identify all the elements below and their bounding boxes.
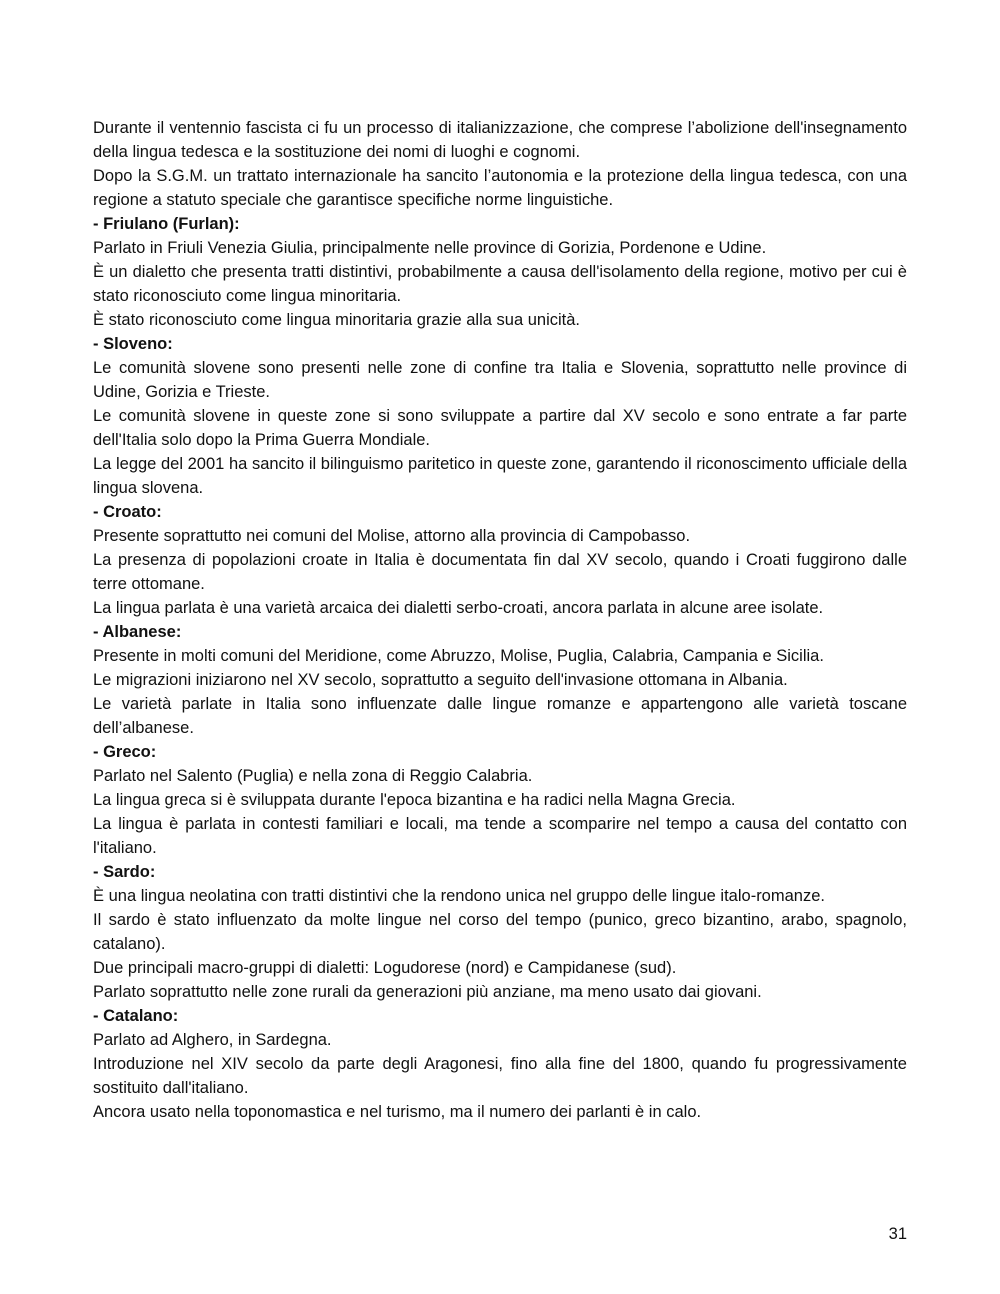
section-paragraph: Presente in molti comuni del Meridione, come Abruzzo, Molise, Puglia, Calabria, Campania e Sicilia. [93, 647, 824, 665]
section-paragraph: Le varietà parlate in Italia sono influenzate dalle lingue romanze e appartengono alle varietà toscane dell’albanese. [93, 695, 907, 737]
section-paragraph: La lingua è parlata in contesti familiari e locali, ma tende a scomparire nel tempo a causa del contatto con l'italiano. [93, 815, 907, 857]
section-paragraph: La lingua parlata è una varietà arcaica dei dialetti serbo-croati, ancora parlata in alcune aree isolate. [93, 599, 824, 617]
section-paragraph: Il sardo è stato influenzato da molte lingue nel corso del tempo (punico, greco bizantino, arabo, spagnolo, catalano). [93, 911, 907, 953]
section-paragraph: Introduzione nel XIV secolo da parte degli Aragonesi, fino alla fine del 1800, quando fu progressivamente sostituito dall'italiano. [93, 1055, 907, 1097]
section-heading-friulano: - Friulano (Furlan): [93, 215, 240, 233]
page-number: 31 [888, 1225, 907, 1243]
section-paragraph: Parlato soprattutto nelle zone rurali da generazioni più anziane, ma meno usato dai giovani. [93, 983, 762, 1001]
section-heading-sardo: - Sardo: [93, 863, 156, 881]
section-paragraph: Le comunità slovene sono presenti nelle zone di confine tra Italia e Slovenia, soprattutto nelle province di Udine, Gorizia e Trieste. [93, 359, 907, 401]
section-paragraph: La presenza di popolazioni croate in Italia è documentata fin dal XV secolo, quando i Croati fuggirono dalle terre ottomane. [93, 551, 907, 593]
section-paragraph: Presente soprattutto nei comuni del Molise, attorno alla provincia di Campobasso. [93, 527, 691, 545]
section-heading-catalano: - Catalano: [93, 1007, 179, 1025]
document-body [93, 116, 907, 1124]
section-paragraph: Ancora usato nella toponomastica e nel turismo, ma il numero dei parlanti è in calo. [93, 1103, 702, 1121]
section-paragraph: Le migrazioni iniziarono nel XV secolo, soprattutto a seguito dell'invasione ottomana in Albania. [93, 671, 788, 689]
section-heading-greco: - Greco: [93, 743, 157, 761]
intro-paragraph: Durante il ventennio fascista ci fu un processo di italianizzazione, che comprese l’abolizione dell'insegnamento della lingua tedesca e la sostituzione dei nomi di luoghi e cognomi. [93, 119, 907, 161]
section-paragraph: La legge del 2001 ha sancito il bilinguismo paritetico in queste zone, garantendo il riconoscimento ufficiale della lingua slovena. [93, 455, 907, 497]
section-paragraph: Le comunità slovene in queste zone si sono sviluppate a partire dal XV secolo e sono entrate a far parte dell'Italia solo dopo la Prima Guerra Mondiale. [93, 407, 907, 449]
section-heading-sloveno: - Sloveno: [93, 335, 173, 353]
section-paragraph: È un dialetto che presenta tratti distintivi, probabilmente a causa dell'isolamento della regione, motivo per cui è stato riconosciuto come lingua minoritaria. [93, 263, 907, 305]
intro-paragraph: Dopo la S.G.M. un trattato internazionale ha sancito l’autonomia e la protezione della lingua tedesca, con una regione a statuto speciale che garantisce specifiche norme linguistiche. [93, 167, 907, 209]
section-paragraph: Parlato in Friuli Venezia Giulia, principalmente nelle province di Gorizia, Pordenone e Udine. [93, 239, 767, 257]
section-paragraph: Parlato nel Salento (Puglia) e nella zona di Reggio Calabria. [93, 767, 533, 785]
section-paragraph: Due principali macro-gruppi di dialetti: Logudorese (nord) e Campidanese (sud). [93, 959, 677, 977]
section-heading-croato: - Croato: [93, 503, 162, 521]
section-paragraph: Parlato ad Alghero, in Sardegna. [93, 1031, 332, 1049]
section-paragraph: È stato riconosciuto come lingua minoritaria grazie alla sua unicità. [93, 311, 580, 329]
section-paragraph: È una lingua neolatina con tratti distintivi che la rendono unica nel gruppo delle lingue italo-romanze. [93, 887, 825, 905]
section-paragraph: La lingua greca si è sviluppata durante l'epoca bizantina e ha radici nella Magna Grecia. [93, 791, 736, 809]
section-heading-albanese: - Albanese: [93, 623, 182, 641]
